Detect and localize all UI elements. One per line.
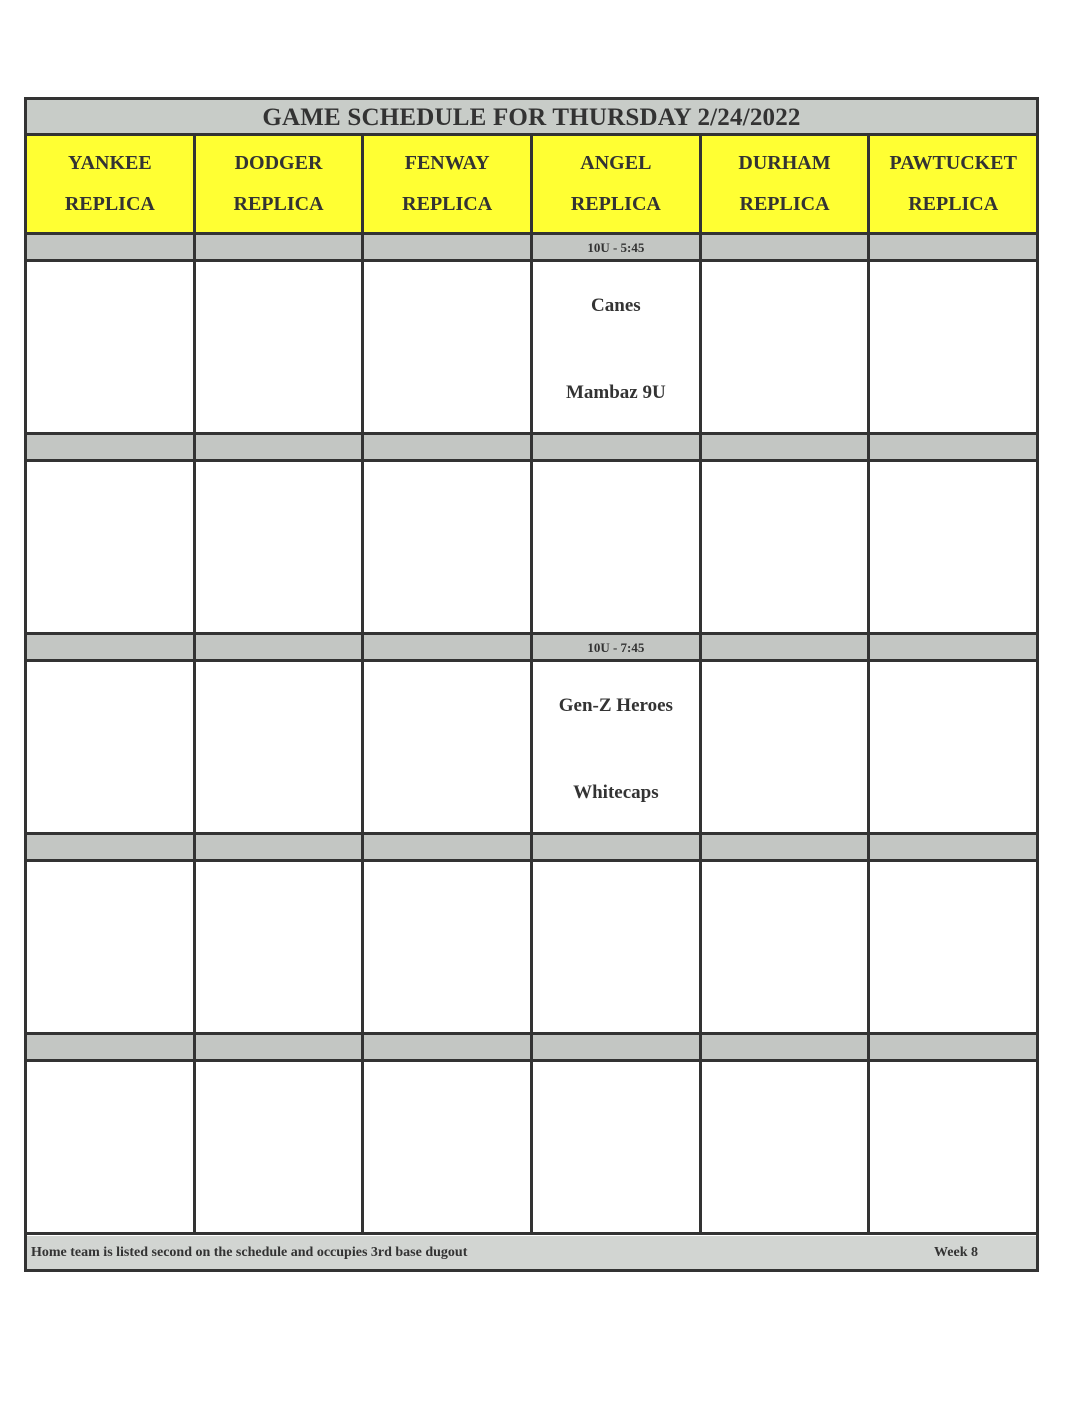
field-name: DURHAM <box>738 152 831 174</box>
field-subname: REPLICA <box>908 193 999 215</box>
game-cell <box>27 662 196 835</box>
slot-time-label <box>27 635 196 662</box>
slot-time-label <box>533 1035 702 1062</box>
slot-time-label <box>870 835 1036 862</box>
game-cell <box>702 262 871 435</box>
game-cell <box>870 462 1036 635</box>
schedule-title: GAME SCHEDULE FOR THURSDAY 2/24/2022 <box>27 100 1036 136</box>
game-cell <box>702 1062 871 1235</box>
game-cell <box>196 662 365 835</box>
game-cell <box>27 462 196 635</box>
game-cell <box>364 1062 533 1235</box>
game-cell <box>702 462 871 635</box>
slot-time-label <box>870 635 1036 662</box>
slot-time-label <box>27 835 196 862</box>
home-team: Mambaz 9U <box>565 382 666 403</box>
game-cell <box>27 262 196 435</box>
time-slots <box>27 235 1036 1235</box>
field-header-yankee <box>27 136 196 235</box>
slot-time-bar <box>27 235 1036 262</box>
slot-time-label <box>870 1035 1036 1062</box>
field-header-fenway <box>364 136 533 235</box>
field-header-row <box>27 136 1036 235</box>
slot-time-label <box>364 235 533 262</box>
field-name: DODGER <box>234 152 323 174</box>
slot-time-label <box>702 635 871 662</box>
game-cell <box>702 862 871 1035</box>
slot-time-label <box>196 835 365 862</box>
field-subname: REPLICA <box>739 193 830 215</box>
slot-time-label <box>702 235 871 262</box>
field-subname: REPLICA <box>402 193 493 215</box>
slot-time-label <box>27 235 196 262</box>
schedule-sheet <box>24 97 1039 1272</box>
slot-time-label <box>364 435 533 462</box>
field-name: PAWTUCKET <box>889 152 1017 174</box>
game-cell <box>870 262 1036 435</box>
game-cell <box>702 662 871 835</box>
game-cell <box>364 262 533 435</box>
slot-time-label <box>702 435 871 462</box>
slot-time-bar <box>27 435 1036 462</box>
game-cell <box>533 462 702 635</box>
slot-time-label <box>870 435 1036 462</box>
slot-time-label <box>196 1035 365 1062</box>
slot-time-label <box>364 1035 533 1062</box>
schedule-grid <box>27 136 1036 1235</box>
field-header-dodger <box>196 136 365 235</box>
game-cell <box>364 862 533 1035</box>
game-cell <box>533 1062 702 1235</box>
game-cell <box>533 862 702 1035</box>
slot-time-label <box>702 835 871 862</box>
slot-time-label: 10U - 7:45 <box>533 635 702 662</box>
slot-time-label <box>27 435 196 462</box>
field-name: YANKEE <box>67 152 152 174</box>
slot-game-row <box>27 462 1036 635</box>
slot-time-label <box>533 435 702 462</box>
field-subname: REPLICA <box>233 193 324 215</box>
slot-time-label <box>533 835 702 862</box>
slot-time-label: 10U - 5:45 <box>533 235 702 262</box>
field-header-durham <box>702 136 871 235</box>
slot-time-bar <box>27 635 1036 662</box>
slot-time-label <box>196 435 365 462</box>
schedule-footer <box>27 1236 1036 1269</box>
game-cell <box>27 1062 196 1235</box>
field-header-pawtucket <box>870 136 1036 235</box>
field-name: FENWAY <box>404 152 490 174</box>
game-cell <box>533 662 702 835</box>
slot-time-label <box>702 1035 871 1062</box>
slot-game-row <box>27 662 1036 835</box>
game-cell <box>196 262 365 435</box>
slot-time-label <box>196 635 365 662</box>
away-team: Gen-Z Heroes <box>558 695 673 716</box>
home-team-note: Home team is listed second on the schedule and occupies 3rd base dugout <box>31 1245 468 1260</box>
slot-time-label <box>364 635 533 662</box>
slot-time-label <box>27 1035 196 1062</box>
slot-time-label <box>870 235 1036 262</box>
week-label: Week 8 <box>934 1245 978 1260</box>
home-team: Whitecaps <box>573 782 659 803</box>
game-cell <box>196 862 365 1035</box>
game-cell <box>870 1062 1036 1235</box>
field-subname: REPLICA <box>570 193 661 215</box>
game-cell <box>364 662 533 835</box>
game-cell <box>364 462 533 635</box>
game-cell <box>870 662 1036 835</box>
game-cell <box>870 862 1036 1035</box>
field-header-angel <box>533 136 702 235</box>
game-cell <box>196 1062 365 1235</box>
away-team: Canes <box>591 295 641 316</box>
slot-time-bar <box>27 835 1036 862</box>
game-cell <box>196 462 365 635</box>
game-cell <box>27 862 196 1035</box>
slot-game-row <box>27 1062 1036 1235</box>
field-name: ANGEL <box>580 152 652 174</box>
slot-game-row <box>27 862 1036 1035</box>
slot-time-label <box>364 835 533 862</box>
slot-game-row <box>27 262 1036 435</box>
slot-time-bar <box>27 1035 1036 1062</box>
slot-time-label <box>196 235 365 262</box>
field-subname: REPLICA <box>64 193 155 215</box>
game-cell <box>533 262 702 435</box>
